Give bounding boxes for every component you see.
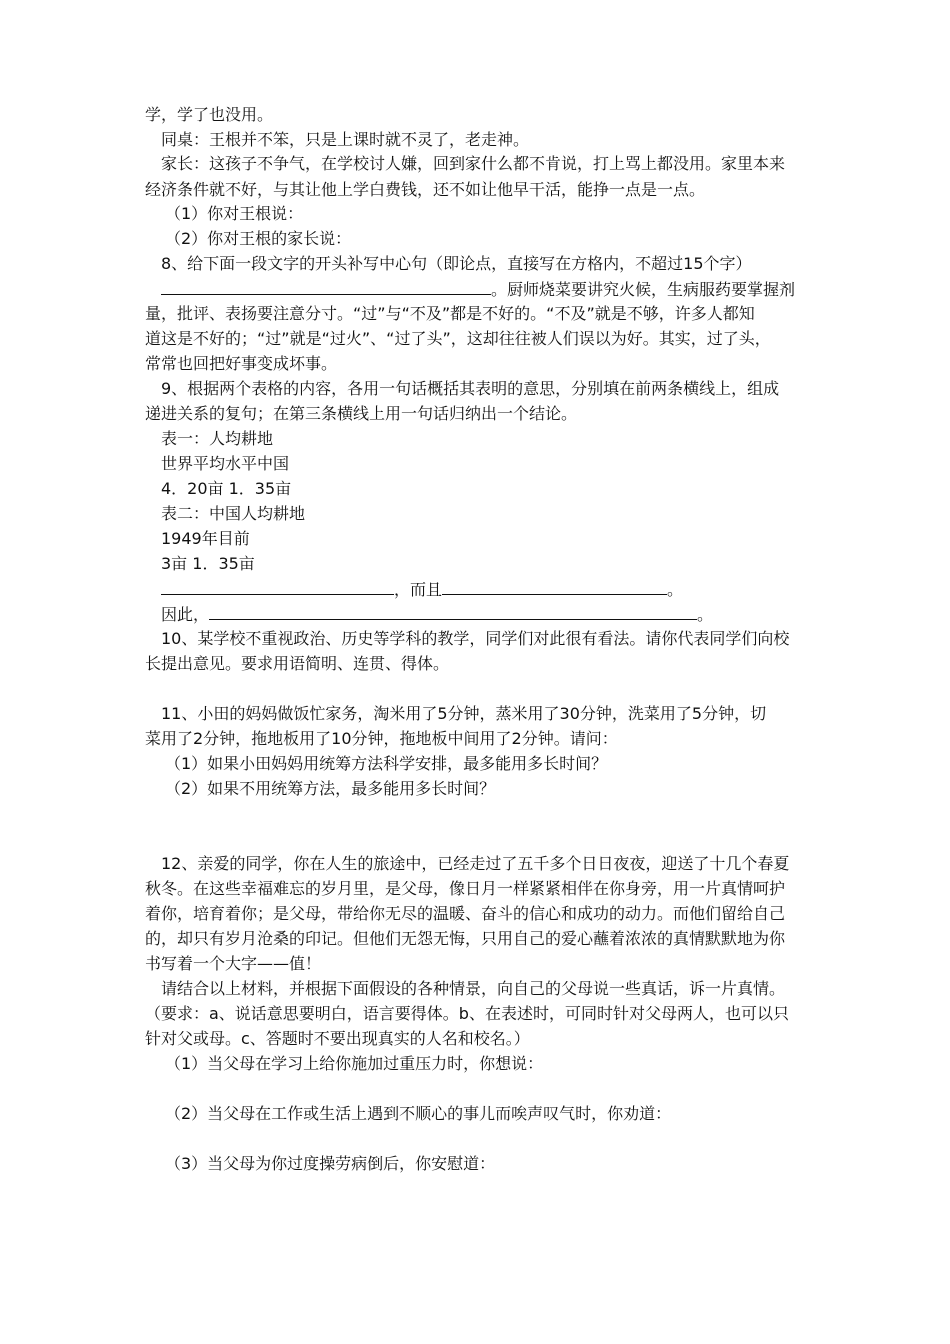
requirements-line: （要求：a、说话意思要明白，语言要得体。b、在表述时，可同时针对父母两人，也可以只 [145, 1004, 789, 1023]
table-1-title: 表一：人均耕地 [161, 429, 274, 448]
question-9-conclusion-line [161, 602, 713, 627]
text-line: 常常也回把好事变成坏事。 [145, 354, 338, 373]
question-7-part-1: （1）你对王根说： [165, 204, 304, 223]
question-10-heading: 10、某学校不重视政治、历史等学科的教学，同学们对此很有看法。请你代表同学们向校 [161, 629, 790, 648]
punctuation: 。 [667, 580, 684, 599]
question-9-blanks-line [161, 577, 683, 602]
text-line: 量，批评、表扬要注意分寸。“过”与“不及”都是不好的。“不及”就是不够，许多人都知 [145, 304, 755, 323]
answer-blank[interactable] [209, 602, 697, 620]
text-line: 家长：这孩子不争气，在学校讨人嫌，回到家什么都不肯说，打上骂上都没用。家里本来 [161, 154, 786, 173]
connector-text: 因此， [161, 605, 210, 624]
text-line: 道这是不好的；“过”就是“过火”、“过了头”，这却往往被人们误以为好。其实，过了头， [145, 329, 771, 348]
question-8-heading: 8、给下面一段文字的开头补写中心句（即论点，直接写在方格内，不超过15个字） [161, 254, 752, 273]
question-8-text: 。厨师烧菜要讲究火候，生病服药要掌握剂 [491, 280, 796, 299]
table-2-header: 1949年目前 [161, 529, 250, 548]
text-line: 的，却只有岁月沧桑的印记。但他们无怨无悔，只用自己的爱心蘸着浓浓的真情默默地为你 [145, 929, 786, 948]
table-1-header: 世界平均水平中国 [161, 454, 290, 473]
text-line: 着你，培育着你；是父母，带给你无尽的温暖、奋斗的信心和成功的动力。而他们留给自己 [145, 904, 786, 923]
question-12-heading: 12、亲爱的同学，你在人生的旅途中，已经走过了五千多个日日夜夜，迎送了十几个春夏 [161, 854, 790, 873]
requirements-line: 针对父或母。c、答题时不要出现真实的人名和校名。） [145, 1029, 530, 1048]
question-7-part-2: （2）你对王根的家长说： [165, 229, 352, 248]
answer-blank[interactable] [161, 577, 394, 595]
text-line: 请结合以上材料，并根据下面假设的各种情景，向自己的父母说一些真话，诉一片真情。 [161, 979, 786, 998]
text-line: 经济条件就不好，与其让他上学白费钱，还不如让他早干活，能挣一点是一点。 [145, 180, 706, 199]
answer-blank[interactable] [442, 577, 667, 595]
answer-blank[interactable] [161, 277, 491, 295]
punctuation: 。 [697, 605, 714, 624]
text-line: 菜用了2分钟，拖地板用了10分钟，拖地板中间用了2分钟。请问： [145, 729, 618, 748]
question-8-line [161, 277, 795, 302]
question-12-part-1: （1）当父母在学习上给你施加过重压力时，你想说： [165, 1054, 544, 1073]
table-1-values: 4．20亩 1．35亩 [161, 479, 292, 498]
text-line: 学，学了也没用。 [145, 105, 274, 124]
text-line: 递进关系的复句；在第三条横线上用一句话归纳出一个结论。 [145, 404, 578, 423]
text-line: 长提出意见。要求用语简明、连贯、得体。 [145, 654, 450, 673]
question-12-part-3: （3）当父母为你过度操劳病倒后，你安慰道： [165, 1154, 496, 1173]
connector-text: ，而且 [394, 580, 443, 599]
question-11-heading: 11、小田的妈妈做饭忙家务，淘米用了5分钟，蒸米用了30分钟，洗菜用了5分钟，切 [161, 704, 767, 723]
text-line: 同桌：王根并不笨，只是上课时就不灵了，老走神。 [161, 130, 530, 149]
question-12-part-2: （2）当父母在工作或生活上遇到不顺心的事儿而唉声叹气时，你劝道： [165, 1104, 672, 1123]
question-9-heading: 9、根据两个表格的内容，各用一句话概括其表明的意思，分别填在前两条横线上，组成 [161, 379, 780, 398]
table-2-values: 3亩 1．35亩 [161, 554, 255, 573]
text-line: 秋冬。在这些幸福难忘的岁月里，是父母，像日月一样紧紧相伴在你身旁，用一片真情呵护 [145, 879, 786, 898]
text-line: 书写着一个大字——值！ [145, 954, 322, 973]
table-2-title: 表二：中国人均耕地 [161, 504, 306, 523]
question-11-part-1: （1）如果小田妈妈用统筹方法科学安排，最多能用多长时间？ [165, 754, 608, 773]
question-11-part-2: （2）如果不用统筹方法，最多能用多长时间？ [165, 779, 496, 798]
